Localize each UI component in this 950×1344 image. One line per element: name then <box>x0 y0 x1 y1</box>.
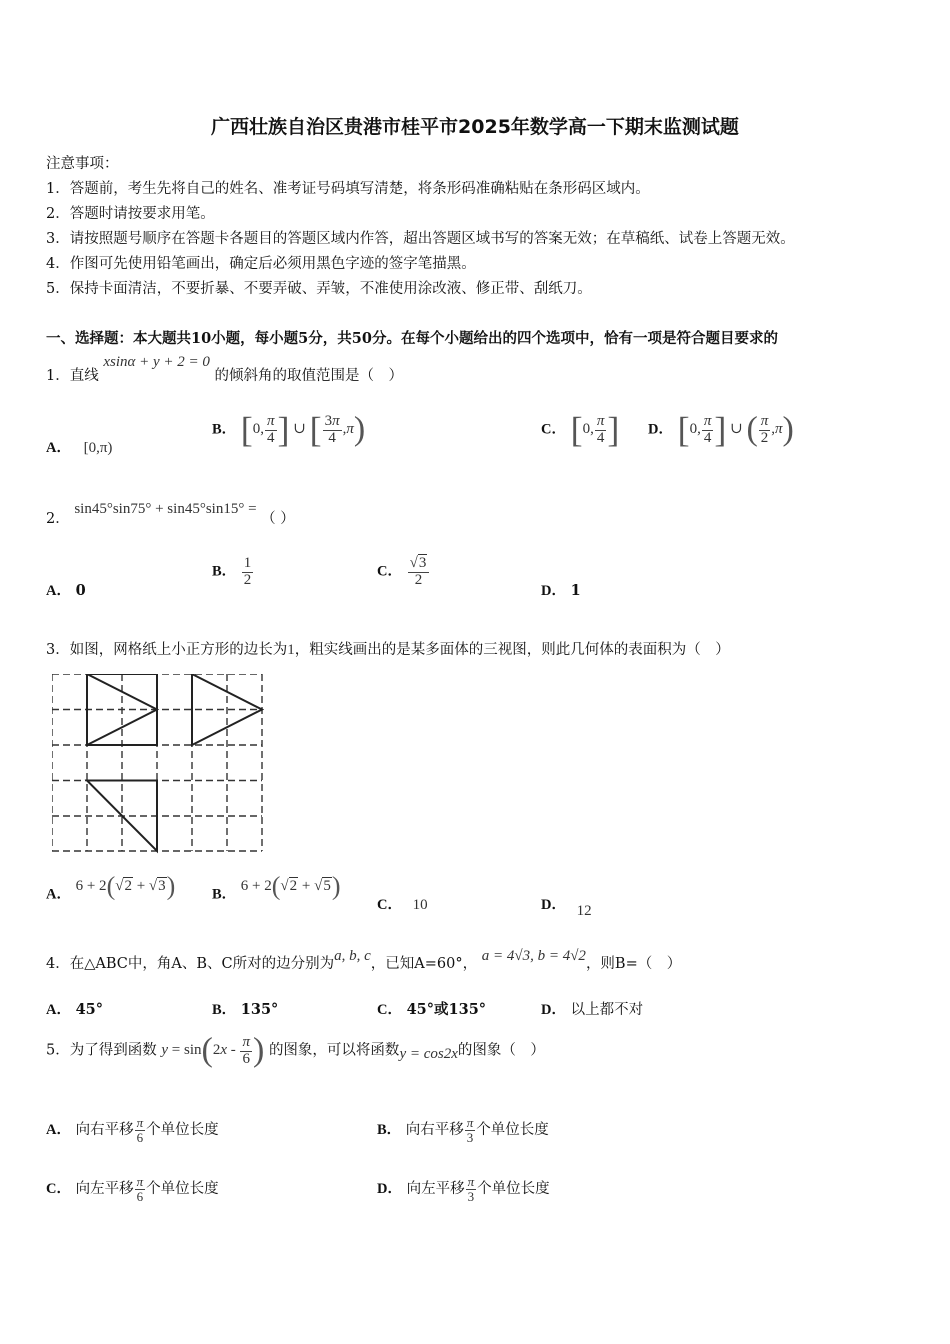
question-4: 4．在△ABC中，角A、B、C所对的边分别为a, b, c，已知A=60°， a = 4√3, b = 4√2，则B=（ ） <box>46 948 682 972</box>
option-a[interactable]: A． [0,π) <box>46 440 113 456</box>
math-function: y = sin(2x - $\frac{\pi}{6}$ ) <box>161 1032 265 1069</box>
question-number: 2． <box>46 511 70 527</box>
three-view-figure <box>52 674 264 854</box>
option-b[interactable]: B． 向右平移 $\frac{\pi}{3}$ 个单位长度 <box>377 1115 549 1145</box>
option-a[interactable]: A． 45° <box>46 1001 104 1018</box>
question-number: 4． <box>46 956 70 972</box>
option-b[interactable]: B． [0, $\frac{\pi}{4}$ ] ∪ [ $\frac{3\pi}{4}$ ,π) <box>212 410 366 450</box>
notice-item: 1．答题前，考生先将自己的姓名、准考证号码填写清楚，将条形码准确粘贴在条形码区域内。 <box>46 181 650 197</box>
question-number: 1． <box>46 368 70 384</box>
option-a[interactable]: A． 向右平移 $\frac{\pi}{6}$ 个单位长度 <box>46 1115 219 1145</box>
question-2: 2． sin45°sin75° + sin45°sin15° = （ ） <box>46 501 295 527</box>
question-1: 1．直线 xsinα + y + 2 = 0 的倾斜角的取值范围是（ ） <box>46 354 404 384</box>
question-number: 3． <box>46 642 70 658</box>
option-c[interactable]: C． 10 <box>377 897 428 913</box>
math-expression: sin45°sin75° + sin45°sin15° = <box>74 501 257 517</box>
question-3: 3．如图，网格纸上小正方形的边长为1，粗实线画出的是某多面体的三视图，则此几何体的表面积为（ ） <box>46 642 730 658</box>
option-d[interactable]: D． 1 <box>541 582 581 599</box>
option-d[interactable]: D． 向左平移 $\frac{\pi}{3}$ 个单位长度 <box>377 1174 550 1204</box>
option-d[interactable]: D． [0, $\frac{\pi}{4}$ ] ∪ ( $\frac{\pi}{2}$ ,π) <box>648 410 794 450</box>
option-b[interactable]: B． 135° <box>212 1001 279 1018</box>
option-c[interactable]: C． 45°或135° <box>377 1001 487 1018</box>
math-equation: xsinα + y + 2 = 0 <box>103 354 210 370</box>
notice-item: 3．请按照题号顺序在答题卡各题目的答题区域内作答，超出答题区域书写的答案无效；在草稿纸、试卷上答题无效。 <box>46 231 795 247</box>
option-d[interactable]: D． 以上都不对 <box>541 1002 644 1018</box>
solid-outlines <box>87 674 262 851</box>
option-b[interactable]: B． $\frac{1}{2}$ <box>212 555 252 588</box>
notice-item: 5．保持卡面清洁，不要折暴、不要弄破、弄皱，不准使用涂改液、修正带、刮纸刀。 <box>46 281 592 297</box>
option-d[interactable]: D． 12 <box>541 897 592 919</box>
page-title: 广西壮族自治区贵港市桂平市2025年数学高一下期末监测试题 <box>211 116 739 138</box>
section-heading: 一、选择题：本大题共10小题，每小题5分，共50分。在每个小题给出的四个选项中，恰有一项是符合题目要求的 <box>46 330 778 347</box>
notice-item: 2．答题时请按要求用笔。 <box>46 206 215 222</box>
notice-heading: 注意事项： <box>46 156 119 172</box>
option-c[interactable]: C． 向左平移 $\frac{\pi}{6}$ 个单位长度 <box>46 1174 219 1204</box>
option-a[interactable]: A． 6 + 2(√2 + √3) <box>46 872 176 903</box>
option-a[interactable]: A． 0 <box>46 582 86 599</box>
option-c[interactable]: C． $\frac{√3}{2}$ <box>377 556 430 589</box>
option-c[interactable]: C． [0, $\frac{\pi}{4}$ ] <box>541 410 620 450</box>
question-number: 5． <box>46 1042 70 1059</box>
notice-item: 4．作图可先使用铅笔画出，确定后必须用黑色字迹的签字笔描黑。 <box>46 256 476 272</box>
option-b[interactable]: B． 6 + 2(√2 + √5) <box>212 872 341 903</box>
question-5: 5．为了得到函数 y = sin(2x - $\frac{\pi}{6}$ ) 的图象，可以将函数y = cos2x的图象（ ） <box>46 1032 545 1069</box>
